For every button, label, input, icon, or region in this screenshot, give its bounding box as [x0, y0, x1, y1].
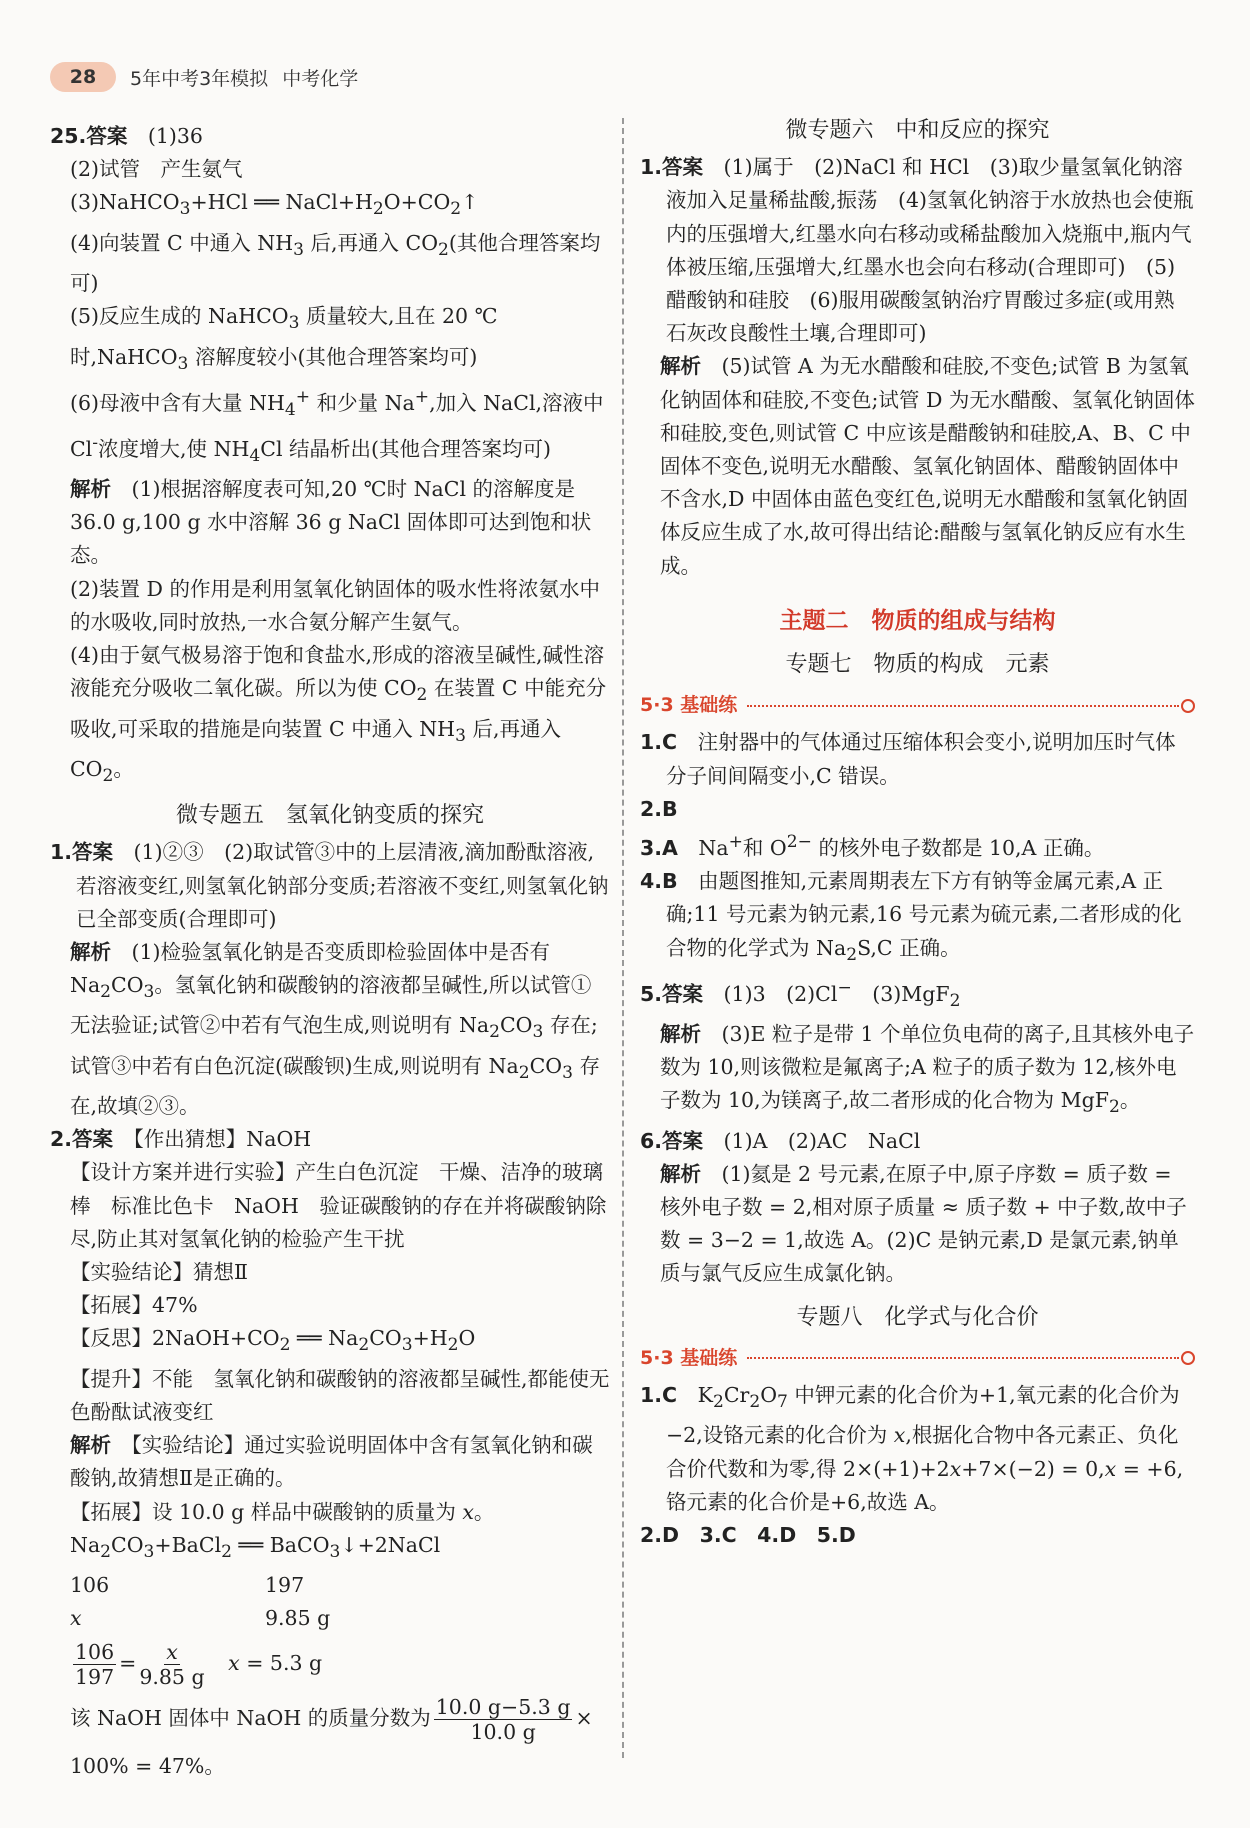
proportion: $\frac{106}{197}$ = $\frac{x}{9.85 g}$ x = 5.3 g — [75, 1639, 323, 1689]
q25-analysis-4: (4)由于氨气极易溶于饱和食盐水,形成的溶液呈碱性,碱性溶液能充分吸收二氧化碳。所以为使 $CO_2$ 在装置 C 中能充分吸收,可采取的措施是向装置 C 中通入 $NH_3$ 后,再通入 $CO_2$。 — [70, 643, 607, 786]
q25-part4: (4)向装置 C 中通入 $NH_3$ 后,再通入 $CO_2$(其他合理答案均可) — [70, 230, 601, 295]
s5-q1-answer: 1.答案 (1)②③ (2)取试管③中的上层清液,滴加酚酞溶液,若溶液变红,则氢氧化钠部分变质;若溶液不变红,则氢氧化钠已全部变质(合理即可) — [50, 840, 609, 931]
s5-q2-conclusion: 【实验结论】猜想Ⅱ — [70, 1260, 248, 1285]
fraction-right: $\frac{x}{9.85 g}$ — [139, 1639, 205, 1689]
t8-q2-5: 2.D 3.C 4.D 5.D — [640, 1522, 856, 1547]
practice-band-1: 5·3 基础练 — [640, 689, 1195, 722]
theme-title: 主题二 物质的组成与结构 — [779, 607, 1056, 634]
page-header — [50, 60, 358, 94]
final-result: 100% = 47%。 — [70, 1753, 225, 1778]
s6-q1-analysis: 解析 (5)试管 A 为无水醋酸和硅胶,不变色;试管 B 为氢氧化钠固体和硅胶,不变色;试管 D 为无水醋酸、氢氧化钠固体和硅胶,变色,则试管 C 中应该是醋酸钠和硅胶,A、B、C 中固体不变色,说明无水醋酸、氢氧化钠固体、醋酸钠固体中不含水,D 中固体由蓝色变红色,说明无水醋酸和氢氧化钠固体反应生成了水,故可得出结论:醋酸与氢氧化钠反应有水生成。 — [660, 354, 1195, 578]
book-name: 5年中考3年模拟 — [130, 67, 269, 90]
stoich-table — [50, 1569, 610, 1635]
t7-q3: 3.A Na+和 $O^{2-}$ 的核外电子数都是 10,A 正确。 — [640, 832, 1105, 860]
topic8-title: 专题八 化学式与化合价 — [796, 1304, 1039, 1330]
section-title-5: 微专题五 氢氧化钠变质的探究 — [175, 803, 484, 829]
t8-q1: 1.C $K_2Cr_2O_7$ 中钾元素的化合价为+1,氧元素的化合价为−2,设铬元素的化合价为 x,根据化合物中各元素正、负化合价代数和为零,得 2×(+1)+2x+7×(−2) = 0,x = +6,铬元素的化合价是+6,故选 A。 — [640, 1383, 1184, 1514]
t7-q5-analysis: 解析 (3)E 粒子是带 1 个单位负电荷的离子,且其核外电子数为 10,则该微粒是氟离子;A 粒子的质子数为 12,核外电子数为 10,为镁离子,故二者形成的化合物为 MgF$_2$。 — [660, 1021, 1195, 1118]
t7-q4: 4.B 由题图推知,元素周期表左下方有钠等金属元素,A 正确;11 号元素为钠元素,16 号元素为硫元素,二者形成的化合物的化学式为 $Na_2S,C$ 正确。 — [640, 869, 1182, 965]
q25-analysis-2: (2)装置 D 的作用是利用氢氧化钠固体的吸水性将浓氨水中的水吸收,同时放热,一水合氨分解产生氨气。 — [70, 576, 601, 634]
s5-q2-design: 【设计方案并进行实验】产生白色沉淀 干燥、洁净的玻璃棒 标准比色卡 NaOH 验证碳酸钠的存在并将碳酸钠除尽,防止其对氢氧化钠的检验产生干扰 — [70, 1160, 607, 1251]
topic7-title: 专题七 物质的构成 元素 — [785, 652, 1050, 678]
q25-part6: (6)母液中含有大量 $NH_4^+$ 和少量 Na+,加入 NaCl,溶液中 Cl-浓度增大,使 $NH_4Cl$ 结晶析出(其他合理答案均可) — [70, 386, 604, 466]
left-column — [50, 120, 610, 1783]
q25-part2: (2)试管 产生氨气 — [70, 157, 243, 182]
mass-fraction: 该 NaOH 固体中 NaOH 的质量分数为 $\frac{10.0 g-5.3 g}{10.0 g}$ × — [70, 1694, 593, 1744]
q25-part3: (3)NaHCO$_3$+HCl ══ $NaCl+H_2O+CO_2↑$ — [70, 190, 479, 220]
t7-q6-answer: 6.答案 (1)A (2)AC NaCl — [640, 1128, 921, 1153]
stoich-197: 197 — [265, 1573, 305, 1598]
book-title — [130, 64, 358, 91]
s5-q1-analysis: 解析 (1)检验氢氧化钠是否变质即检验固体中是否有 $Na_2CO_3$。氢氧化钠和碳酸钠的溶液都呈碱性,所以试管①无法验证;试管②中若有气泡生成,则说明有 $Na_2CO_3$ 存在;试管③中若有白色沉淀(碳酸钡)生成,则说明有 $Na_2CO_3$ 存在,故填②③。 — [70, 939, 600, 1119]
t7-q5-answer: 5.答案 (1)3 (2)Cl− (3)MgF$_2$ — [640, 977, 961, 1011]
page-number: 28 — [50, 62, 116, 92]
q25-answer: 25.答案 (1)36 — [50, 124, 203, 148]
s5-q2-improve: 【提升】不能 氢氧化钠和碳酸钠的溶液都呈碱性,都能使无色酚酞试液变红 — [70, 1366, 610, 1424]
stoich-x: x — [70, 1606, 82, 1631]
s6-q1-answer: 1.答案 (1)属于 (2)NaCl 和 HCl (3)取少量氢氧化钠溶液加入足量稀盐酸,振荡 (4)氢氧化钠溶于水放热也会使瓶内的压强增大,红墨水向右移动或稀盐酸加入烧瓶中,瓶内气体被压缩,压强增大,红墨水也会向右移动(合理即可) (5)醋酸钠和硅胶 (6)服用碳酸氢钠治疗胃酸过多症(或用熟石灰改良酸性土壤,合理即可) — [640, 155, 1194, 346]
section-title-6: 微专题六 中和反应的探究 — [785, 118, 1050, 143]
q25-analysis: 解析 (1)根据溶解度表可知,20 ℃时 NaCl 的溶解度是 36.0 g,100 g 水中溶解 36 g NaCl 固体即可达到饱和状态。 — [70, 477, 592, 568]
column-divider — [622, 118, 624, 1758]
equation: $Na_2CO_3+BaCl_2$ ══ BaCO$_3$↓+2NaCl — [70, 1532, 441, 1562]
x-result: x = 5.3 g — [228, 1650, 323, 1675]
right-column — [640, 120, 1195, 1552]
fraction-left: $\frac{106}{197}$ — [75, 1639, 115, 1689]
s5-q2-ext-calc: 【拓展】设 10.0 g 样品中碳酸钠的质量为 x。 — [70, 1499, 495, 1524]
practice-band-2: 5·3 基础练 — [640, 1342, 1195, 1375]
s5-q2-answer: 2.答案 【作出猜想】NaOH — [50, 1127, 312, 1152]
s5-q2-extension: 【拓展】47% — [70, 1293, 198, 1318]
t7-q6-analysis: 解析 (1)氦是 2 号元素,在原子中,原子序数 = 质子数 = 核外电子数 = 2,相对原子质量 ≈ 质子数 + 中子数,故中子数 = 3−2 = 1,故选 A。(2)C 是钠元素,D 是氯元素,钠单质与氯气反应生成氯化钠。 — [660, 1161, 1187, 1286]
stoich-985: 9.85 g — [265, 1606, 331, 1631]
t7-q1: 1.C 注射器中的气体通过压缩体积会变小,说明加压时气体分子间间隔变小,C 错误。 — [640, 730, 1176, 788]
subject: 中考化学 — [282, 67, 359, 90]
s5-q2-analysis: 解析 【实验结论】通过实验说明固体中含有氢氧化钠和碳酸钠,故猜想Ⅱ是正确的。 — [70, 1433, 593, 1491]
t7-q2: 2.B — [640, 796, 678, 821]
q25-part5: (5)反应生成的 NaHCO$_3$ 质量较大,且在 20 ℃时,NaHCO$_3$ 溶解度较小(其他合理答案均可) — [70, 304, 498, 374]
s5-q2-reflection: 【反思】$2NaOH+CO_2$ ══ $Na_2CO_3+H_2O$ — [70, 1326, 476, 1356]
stoich-106: 106 — [70, 1573, 110, 1598]
fraction-mass: $\frac{10.0 g-5.3 g}{10.0 g}$ — [435, 1694, 571, 1744]
